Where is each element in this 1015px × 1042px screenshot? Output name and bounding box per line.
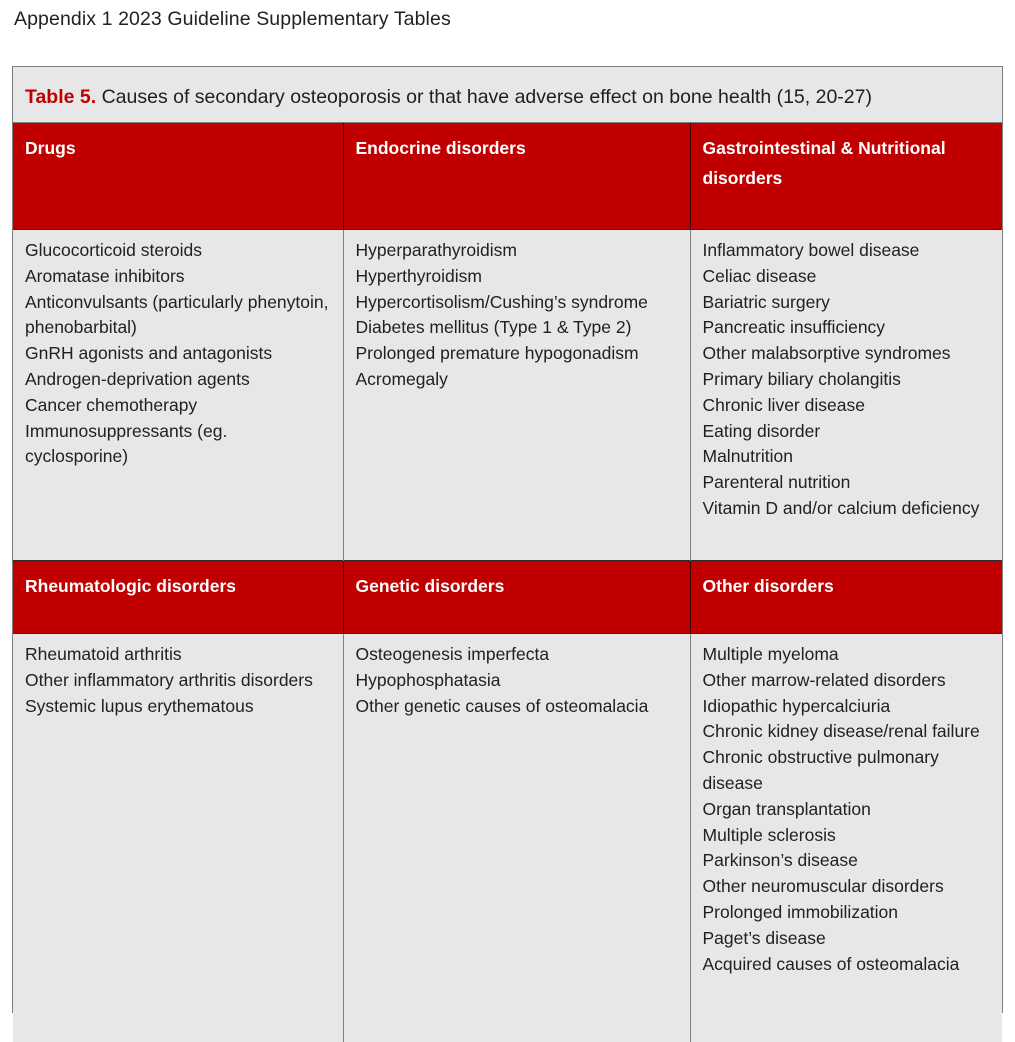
table-5 [13,67,1002,1042]
list-item: Chronic kidney disease/renal failure [703,719,989,745]
list-item: Other genetic causes of osteomalacia [356,694,676,720]
body-cell-endocrine [343,230,690,561]
table-body-row-2 [13,634,1002,1042]
list-item: Androgen-deprivation agents [25,367,329,393]
header-cell-drugs [13,123,343,230]
list-item: Hypophosphatasia [356,668,676,694]
list-item: Primary biliary cholangitis [703,367,989,393]
list-item: Eating disorder [703,419,989,445]
list-item: Anticonvulsants (particularly phenytoin, phenobarbital) [25,290,329,342]
list-gastrointestinal [703,238,989,522]
body-cell-gastrointestinal [690,230,1002,561]
list-genetic [356,642,676,719]
table-header-row-2 [13,561,1002,634]
header-label-rheumatologic: Rheumatologic disorders [25,571,331,601]
list-item: Parkinson’s disease [703,848,989,874]
list-item: Osteogenesis imperfecta [356,642,676,668]
list-item: Pancreatic insufficiency [703,315,989,341]
list-item: Other neuromuscular disorders [703,874,989,900]
body-cell-rheumatologic [13,634,343,1042]
list-item: Vitamin D and/or calcium deficiency [703,496,989,522]
header-cell-genetic [343,561,690,634]
header-label-drugs: Drugs [25,133,331,163]
list-item: Other inflammatory arthritis disorders [25,668,329,694]
header-label-other: Other disorders [703,571,991,601]
header-cell-gastrointestinal [690,123,1002,230]
list-item: Prolonged immobilization [703,900,989,926]
list-item: Idiopathic hypercalciuria [703,694,989,720]
list-item: Celiac disease [703,264,989,290]
list-other [703,642,989,977]
header-cell-rheumatologic [13,561,343,634]
list-item: Glucocorticoid steroids [25,238,329,264]
body-cell-other [690,634,1002,1042]
list-endocrine [356,238,676,393]
list-item: Other malabsorptive syndromes [703,341,989,367]
list-item: Immunosuppressants (eg. cyclosporine) [25,419,329,471]
list-item: Inflammatory bowel disease [703,238,989,264]
list-rheumatologic [25,642,329,719]
list-item: Acromegaly [356,367,676,393]
header-label-gastrointestinal: Gastrointestinal & Nutritional disorders [703,133,991,193]
list-item: Hypercortisolism/Cushing’s syndrome [356,290,676,316]
header-label-endocrine: Endocrine disorders [356,133,678,163]
list-item: Diabetes mellitus (Type 1 & Type 2) [356,315,676,341]
table-caption-row [13,67,1002,123]
list-item: Multiple sclerosis [703,823,989,849]
list-item: Other marrow-related disorders [703,668,989,694]
document-header-title: Appendix 1 2023 Guideline Supplementary Tables [14,6,451,32]
list-item: Chronic obstructive pulmonary disease [703,745,989,797]
body-cell-drugs [13,230,343,561]
list-item: Prolonged premature hypogonadism [356,341,676,367]
table-caption-label: Table 5. [25,86,96,108]
list-item: Parenteral nutrition [703,470,989,496]
list-item: Hyperthyroidism [356,264,676,290]
body-cell-genetic [343,634,690,1042]
table-caption-description: Causes of secondary osteoporosis or that have adverse effect on bone health (15, 20-27) [96,86,872,108]
list-drugs [25,238,329,470]
list-item: Rheumatoid arthritis [25,642,329,668]
list-item: Paget’s disease [703,926,989,952]
header-label-genetic: Genetic disorders [356,571,678,601]
list-item: Multiple myeloma [703,642,989,668]
list-item: Systemic lupus erythematous [25,694,329,720]
table-caption-cell [13,67,1002,123]
list-item: Cancer chemotherapy [25,393,329,419]
list-item: GnRH agonists and antagonists [25,341,329,367]
list-item: Chronic liver disease [703,393,989,419]
header-cell-endocrine [343,123,690,230]
list-item: Hyperparathyroidism [356,238,676,264]
table-header-row-1 [13,123,1002,230]
list-item: Aromatase inhibitors [25,264,329,290]
table-caption [25,83,986,112]
list-item: Acquired causes of osteomalacia [703,952,989,978]
header-cell-other [690,561,1002,634]
list-item: Malnutrition [703,444,989,470]
table-5-container [12,66,1003,1013]
table-body-row-1 [13,230,1002,561]
list-item: Organ transplantation [703,797,989,823]
list-item: Bariatric surgery [703,290,989,316]
